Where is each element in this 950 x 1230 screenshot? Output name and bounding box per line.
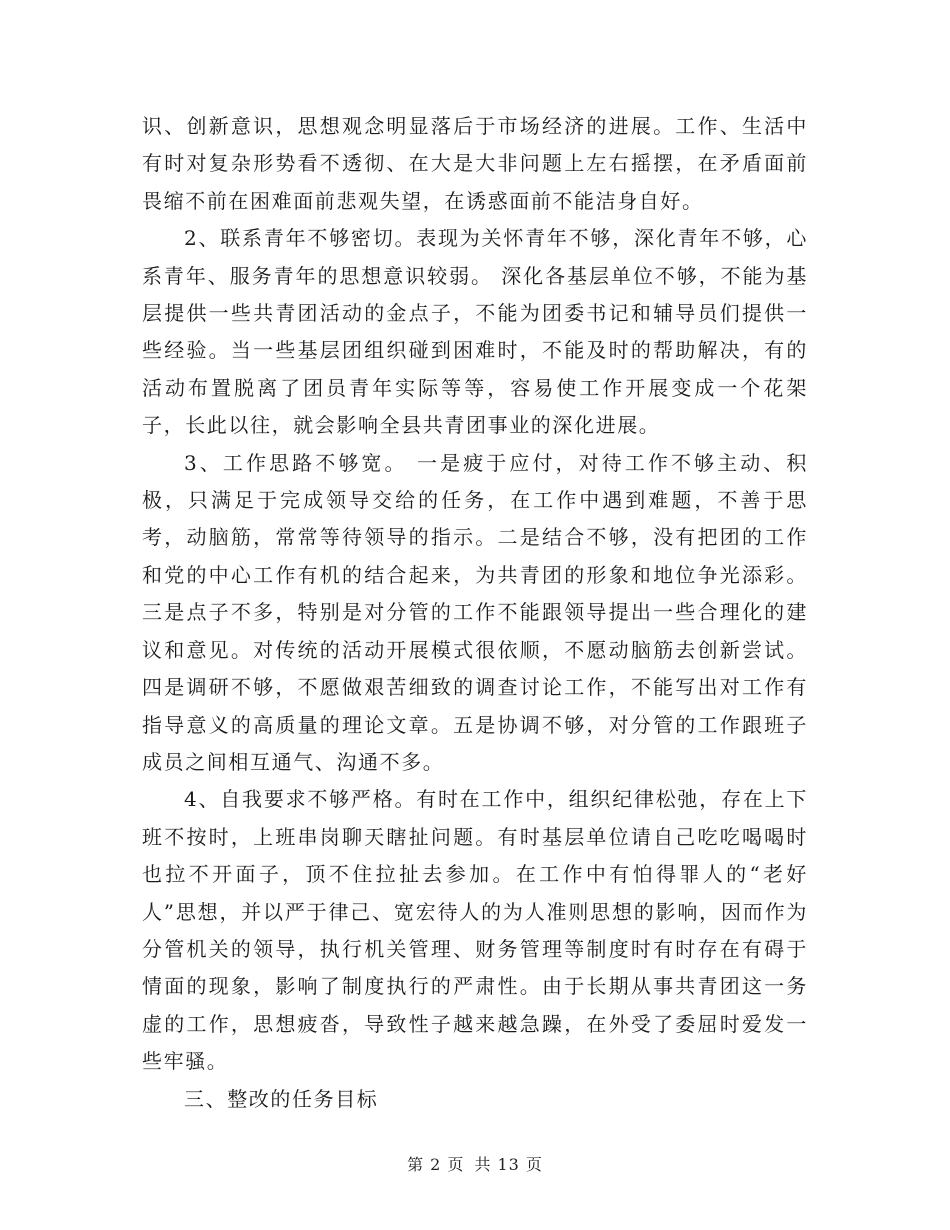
page-footer xyxy=(0,1152,950,1175)
footer-total-pages: 13 xyxy=(497,1155,520,1174)
paragraph-item-4: 4、自我要求不够严格。有时在工作中，组织纪律松弛，存在上下班不按时，上班串岗聊天瞎扯问题。有时基层单位请自己吃吃喝喝时也拉不开面子，顶不住拉扯去参加。在工作中有怕得罪人的“老好人”思想，并以严于律己、宽宏待人的为人准则思想的影响，因而作为分管机关的领导，执行机关管理、财务管理等制度时有时存在有碍于情面的现象，影响了制度执行的严肃性。由于长期从事共青团这一务虚的工作，思想疲沓，导致性子越来越急躁，在外受了委屈时爱发一些牢骚。 xyxy=(142,787,808,1074)
paragraph-item-3: 3、工作思路不够宽。 一是疲于应付，对待工作不够主动、积极，只满足于完成领导交给的任务，在工作中遇到难题，不善于思考，动脑筋，常常等待领导的指示。二是结合不够，没有把团的工作和党的中心工作有机的结合起来，为共青团的形象和地位争光添彩。三是点子不多，特别是对分管的工作不能跟领导提出一些合理化的建议和意见。对传统的活动开展模式很依顺，不愿动脑筋去创新尝试。 四是调研不够，不愿做艰苦细致的调查讨论工作，不能写出对工作有指导意义的高质量的理论文章。五是协调不够，对分管的工作跟班子成员之间相互通气、沟通不多。 xyxy=(142,450,808,774)
paragraph-item-2: 2、联系青年不够密切。表现为关怀青年不够，深化青年不够，心系青年、服务青年的思想意识较弱。 深化各基层单位不够，不能为基层提供一些共青团活动的金点子，不能为团委书记和辅导员们提供一些经验。当一些基层团组织碰到困难时，不能及时的帮助解决，有的活动布置脱离了团员青年实际等等，容易使工作开展变成一个花架子，长此以往，就会影响全县共青团事业的深化进展。 xyxy=(142,226,808,438)
document-body xyxy=(142,108,808,1118)
paragraph-continuation: 识、创新意识，思想观念明显落后于市场经济的进展。工作、生活中有时对复杂形势看不透彻、在大是大非问题上左右摇摆，在矛盾面前畏缩不前在困难面前悲观失望，在诱惑面前不能洁身自好。 xyxy=(142,114,808,213)
footer-page-number: 2 xyxy=(430,1155,442,1174)
footer-suffix: 页 xyxy=(525,1155,543,1174)
section-heading: 三、整改的任务目标 xyxy=(184,1086,379,1111)
footer-middle: 页 共 xyxy=(447,1155,492,1174)
footer-prefix: 第 xyxy=(407,1155,425,1174)
